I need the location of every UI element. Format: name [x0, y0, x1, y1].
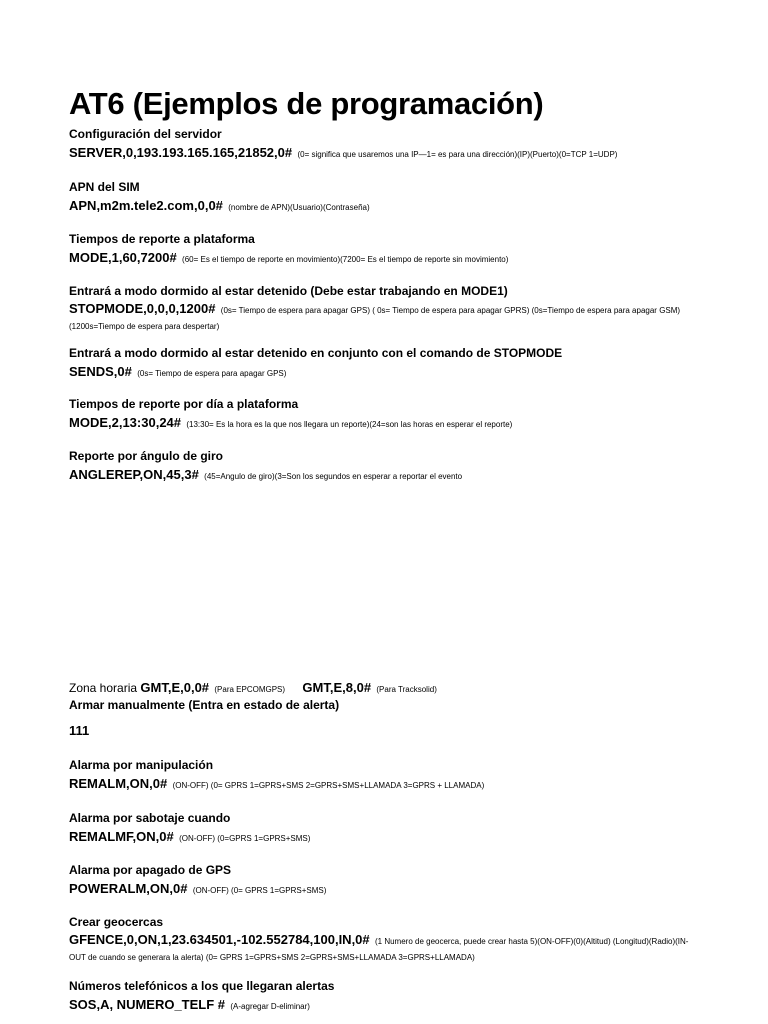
command-note: (0s= Tiempo de espera para apagar GPS): [137, 369, 287, 378]
command-note: (A-agregar D-eliminar): [230, 1002, 310, 1011]
command-note: (45=Angulo de giro)(3=Son los segundos en esperar a reportar el evento: [204, 472, 463, 481]
section-alarm-power: [69, 862, 749, 899]
section-heading: Crear geocercas: [69, 915, 164, 929]
section-heading: Alarma por manipulación: [69, 758, 214, 772]
page-title: AT6 (Ejemplos de programación): [69, 86, 544, 121]
command-text: GMT,E,8,0#: [302, 680, 372, 695]
command-text: MODE,1,60,7200#: [69, 250, 177, 265]
command-text: REMALMF,ON,0#: [69, 829, 174, 844]
section-heading: Números telefónicos a los que llegaran alertas: [69, 979, 335, 993]
command-text: ANGLEREP,ON,45,3#: [69, 467, 199, 482]
section-daily-report: [69, 396, 749, 433]
section-heading: Alarma por apagado de GPS: [69, 863, 232, 877]
section-server: [69, 126, 749, 163]
command-note: (Para EPCOMGPS): [214, 685, 286, 694]
section-heading: Armar manualmente (Entra en estado de alerta): [69, 698, 340, 712]
command-note: (Para Tracksolid): [376, 685, 437, 694]
section-timezone: [69, 679, 749, 698]
command-note: (60= Es el tiempo de reporte en movimiento)(7200= Es el tiempo de reporte sin movimiento): [182, 255, 509, 264]
section-heading: Reporte por ángulo de giro: [69, 449, 224, 463]
section-sends: [69, 345, 749, 382]
command-note: (nombre de APN)(Usuario)(Contraseña): [228, 203, 370, 212]
command-text: STOPMODE,0,0,0,1200#: [69, 301, 216, 316]
command-text: APN,m2m.tele2.com,0,0#: [69, 198, 223, 213]
timezone-label: Zona horaria: [69, 681, 138, 695]
section-angle-report: [69, 448, 749, 485]
section-sos-numbers: [69, 978, 749, 1015]
command-text: POWERALM,ON,0#: [69, 881, 188, 896]
arm-value: 111: [69, 723, 90, 738]
command-note: (1 Numero de geocerca, puede crear hasta 5)(ON-OFF)(0)(Altitud) (Longitud)(Radio)(IN-OUT de cuando se generara la alerta) (0= GPRS 1=GPRS+SMS 2=GPRS+SMS+LLAMADA 3=GPRS+LLAMADA): [69, 937, 689, 962]
command-text: SENDS,0#: [69, 364, 132, 379]
command-text: GMT,E,0,0#: [140, 680, 210, 695]
section-heading: Entrará a modo dormido al estar detenido en conjunto con el comando de STOPMODE: [69, 346, 563, 360]
section-geofence: [69, 914, 749, 965]
section-heading: Tiempos de reporte por día a plataforma: [69, 397, 299, 411]
command-text: SOS,A, NUMERO_TELF #: [69, 997, 226, 1012]
command-text: GFENCE,0,ON,1,23.634501,-102.552784,100,IN,0#: [69, 932, 370, 947]
section-report-times: [69, 231, 749, 268]
section-arm: [69, 697, 749, 739]
section-heading: Tiempos de reporte a plataforma: [69, 232, 255, 246]
command-note: (ON-OFF) (0= GPRS 1=GPRS+SMS 2=GPRS+SMS+LLAMADA 3=GPRS + LLAMADA): [172, 781, 485, 790]
section-heading: Entrará a modo dormido al estar detenido (Debe estar trabajando en MODE1): [69, 284, 508, 298]
command-note: (ON-OFF) (0= GPRS 1=GPRS+SMS): [192, 886, 327, 895]
command-note: (ON-OFF) (0=GPRS 1=GPRS+SMS): [179, 834, 311, 843]
section-alarm-tamper: [69, 757, 749, 794]
command-text: REMALM,ON,0#: [69, 776, 168, 791]
command-note: (13:30= Es la hora es la que nos llegara un reporte)(24=son las horas en esperar el reporte): [186, 420, 513, 429]
command-text: MODE,2,13:30,24#: [69, 415, 182, 430]
section-stopmode: [69, 283, 749, 334]
section-alarm-sabotage: [69, 810, 749, 847]
command-note: (0= significa que usaremos una IP—1= es para una dirección)(IP)(Puerto)(0=TCP 1=UDP): [297, 150, 618, 159]
command-text: SERVER,0,193.193.165.165,21852,0#: [69, 145, 293, 160]
section-heading: Configuración del servidor: [69, 127, 222, 141]
section-apn: [69, 179, 749, 216]
command-note: (0s= Tiempo de espera para apagar GPS) ( 0s= Tiempo de espera para apagar GPRS) (0s=Tiempo de espera para apagar GSM)(1200s=Tiempo de espera para despertar): [69, 306, 681, 331]
section-heading: Alarma por sabotaje cuando: [69, 811, 231, 825]
section-heading: APN del SIM: [69, 180, 140, 194]
